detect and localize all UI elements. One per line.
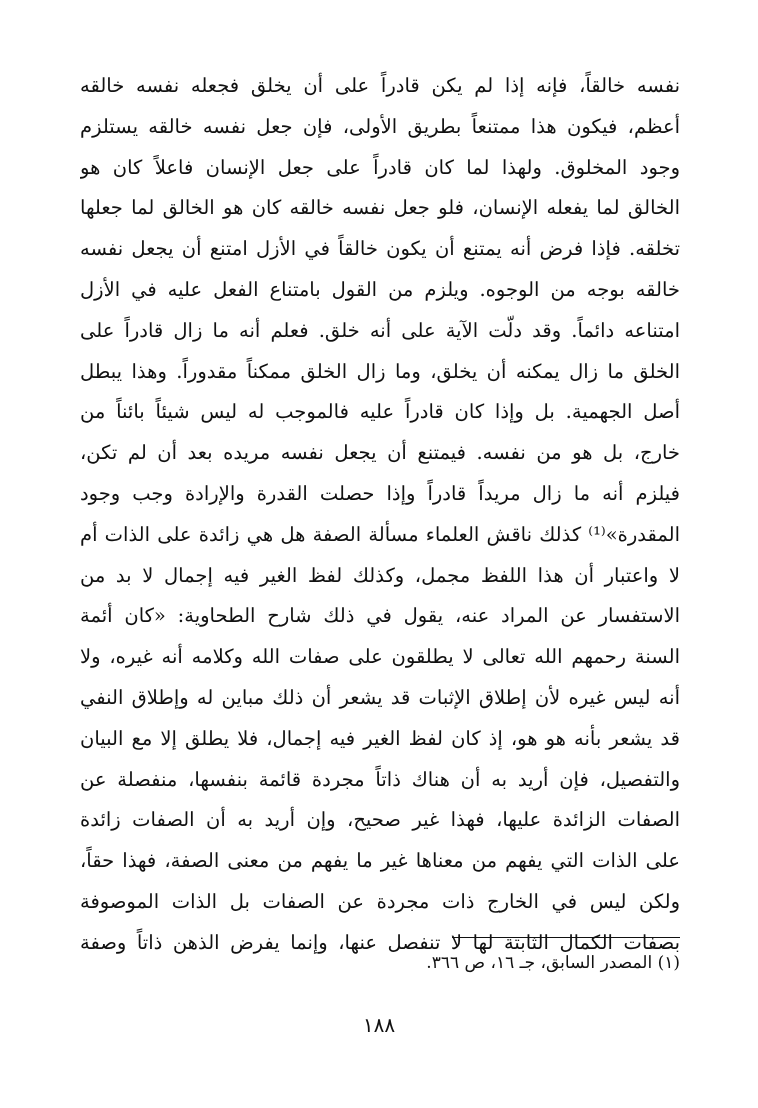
text-line-11: فيلزم أنه ما زال مريداً قادراً وإذا حصلت القدرة والإرادة وجب وجود	[80, 481, 680, 505]
text-line-21: ولكن ليس في الخارج ذات مجردة عن الصفات بل الذات الموصوفة	[80, 889, 680, 913]
text-line-5: تخلقه. فإذا فرض أنه يمتنع أن يكون خالقاً في الأزل امتنع أن يجعل نفسه	[80, 237, 680, 261]
text-line-10: خارج، بل هو من نفسه. فيمتنع أن يجعل نفسه مريده بعد أن لم تكن،	[80, 441, 680, 465]
text-line-20: على الذات التي يفهم من معناها غير ما يفهم من معنى الصفة، فهذا حقاً،	[80, 849, 680, 873]
text-line-4: الخالق لما يفعله الإنسان، فلو جعل نفسه خالقه كان هو الخالق لما جعلها	[80, 196, 680, 220]
text-line-22: بصفات الكمال الثابتة لها لا تنفصل عنها، وإنما يفرض الذهن ذاتاً وصفة	[80, 930, 680, 954]
text-line-14: الاستفسار عن المراد عنه، يقول في ذلك شارح الطحاوية: «كان أئمة	[80, 604, 680, 628]
page-number: ١٨٨	[362, 1013, 396, 1037]
text-line-13: لا واعتبار أن هذا اللفظ مجمل، وكذلك لفظ الغير فيه إجمال لا بد من	[80, 563, 680, 587]
text-line-12: المقدرة»⁽¹⁾ كذلك ناقش العلماء مسألة الصفة هل هي زائدة على الذات أم	[80, 522, 680, 546]
text-line-6: خالقه بوجه من الوجوه. ويلزم من القول بامتناع الفعل عليه في الأزل	[80, 277, 680, 301]
text-line-15: السنة رحمهم الله تعالى لا يطلقون على صفات الله وكلامه أنه غيره، ولا	[80, 645, 680, 669]
text-line-16: أنه ليس غيره لأن إطلاق الإثبات قد يشعر أن ذلك مباين له وإطلاق النفي	[80, 685, 680, 709]
footnote: (١) المصدر السابق، جـ ١٦، ص ٣٦٦.	[426, 953, 680, 973]
text-line-9: أصل الجهمية. بل وإذا كان قادراً عليه فالموجب له ليس شيئاً بائناً من	[80, 400, 680, 424]
body-text	[80, 66, 680, 964]
text-line-8: الخلق ما زال يمكنه أن يخلق، وما زال الخلق ممكناً مقدوراً. وهذا يبطل	[80, 359, 680, 383]
text-line-19: الصفات الزائدة عليها، فهذا غير صحيح، وإن أريد به أن الصفات زائدة	[80, 808, 680, 832]
text-line-17: قد يشعر بأنه هو هو، إذ كان لفظ الغير فيه إجمال، فلا يطلق إلا مع البيان	[80, 726, 680, 750]
text-line-3: وجود المخلوق. ولهذا لما كان قادراً على جعل الإنسان فاعلاً كان هو	[80, 155, 680, 179]
footnote-divider	[452, 937, 680, 938]
text-line-7: امتناعه دائماً. وقد دلّت الآية على أنه خلق. فعلم أنه ما زال قادراً على	[80, 318, 680, 342]
text-line-18: والتفصيل، فإن أريد به أن هناك ذاتاً مجردة قائمة بنفسها، منفصلة عن	[80, 767, 680, 791]
text-line-2: أعظم، فيكون هذا ممتنعاً بطريق الأولى، فإن جعل نفسه خالقه يستلزم	[80, 114, 680, 138]
text-line-1: نفسه خالقاً، فإنه إذا لم يكن قادراً على أن يخلق فجعله نفسه خالقه	[80, 74, 680, 97]
